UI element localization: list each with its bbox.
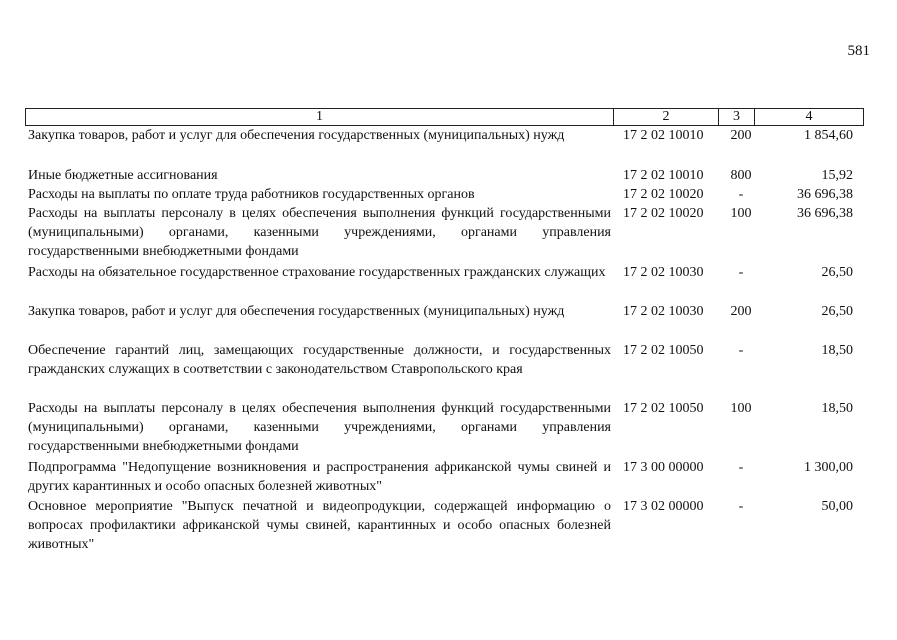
row-amount: 26,50 xyxy=(821,265,853,280)
row-type: 200 xyxy=(730,128,752,143)
row-description: Закупка товаров, работ и услуг для обеспечения государственных (муниципальных) нужд xyxy=(28,304,565,319)
page-number: 581 xyxy=(847,43,870,59)
row-amount: 36 696,38 xyxy=(797,187,853,202)
row-description: Обеспечение гарантий лиц, замещающих государственные должности, и государственных гражданских служащих в соответствии с законодательством Ставропольского края xyxy=(28,343,611,377)
row-type: 800 xyxy=(730,168,752,183)
row-amount: 15,92 xyxy=(821,168,853,183)
row-code: 17 2 02 10020 xyxy=(623,206,704,221)
row-code: 17 2 02 10030 xyxy=(623,304,704,319)
row-description: Расходы на выплаты по оплате труда работников государственных органов xyxy=(28,187,475,202)
row-amount: 50,00 xyxy=(821,499,853,514)
row-description: Основное мероприятие "Выпуск печатной и видеопродукции, содержащей информацию о вопросах профилактики африканской чумы свиней, карантинных и особо опасных болезней животных" xyxy=(28,499,611,552)
header-col-4: 4 xyxy=(805,109,813,124)
row-type: - xyxy=(738,265,744,280)
row-amount: 1 854,60 xyxy=(804,128,853,143)
row-amount: 26,50 xyxy=(821,304,853,319)
row-type: 200 xyxy=(730,304,752,319)
row-description: Расходы на выплаты персоналу в целях обеспечения выполнения функций государственными (муниципальными) органами, казенными учреждениями, органами управления государственными внебюджетными фондами xyxy=(28,206,611,259)
header-col-1: 1 xyxy=(26,109,614,125)
row-type: - xyxy=(738,499,744,514)
row-amount: 36 696,38 xyxy=(797,206,853,221)
row-type: 100 xyxy=(730,401,752,416)
row-description: Расходы на выплаты персоналу в целях обеспечения выполнения функций государственными (муниципальными) органами, казенными учреждениями, органами управления государственными внебюджетными фондами xyxy=(28,401,611,454)
row-amount: 18,50 xyxy=(821,401,853,416)
row-code: 17 2 02 10010 xyxy=(623,128,704,143)
row-code: 17 3 00 00000 xyxy=(623,460,704,475)
row-type: - xyxy=(738,460,744,475)
header-col-3: 3 xyxy=(719,109,755,125)
row-description: Расходы на обязательное государственное страхование государственных гражданских служащих xyxy=(28,265,606,280)
row-code: 17 2 02 10010 xyxy=(623,168,704,183)
row-code: 17 2 02 10050 xyxy=(623,343,704,358)
row-type: - xyxy=(738,343,744,358)
row-type: 100 xyxy=(730,206,752,221)
row-code: 17 3 02 00000 xyxy=(623,499,704,514)
header-col-2: 2 xyxy=(614,109,719,125)
row-amount: 18,50 xyxy=(821,343,853,358)
row-code: 17 2 02 10020 xyxy=(623,187,704,202)
row-code: 17 2 02 10050 xyxy=(623,401,704,416)
row-type: - xyxy=(738,187,744,202)
row-amount: 1 300,00 xyxy=(804,460,853,475)
row-description: Иные бюджетные ассигнования xyxy=(28,168,218,183)
row-description: Подпрограмма "Недопущение возникновения и распространения африканской чумы свиней и других карантинных и особо опасных болезней животных" xyxy=(28,460,611,494)
row-description: Закупка товаров, работ и услуг для обеспечения государственных (муниципальных) нужд xyxy=(28,128,565,143)
table-header xyxy=(25,108,864,126)
row-code: 17 2 02 10030 xyxy=(623,265,704,280)
